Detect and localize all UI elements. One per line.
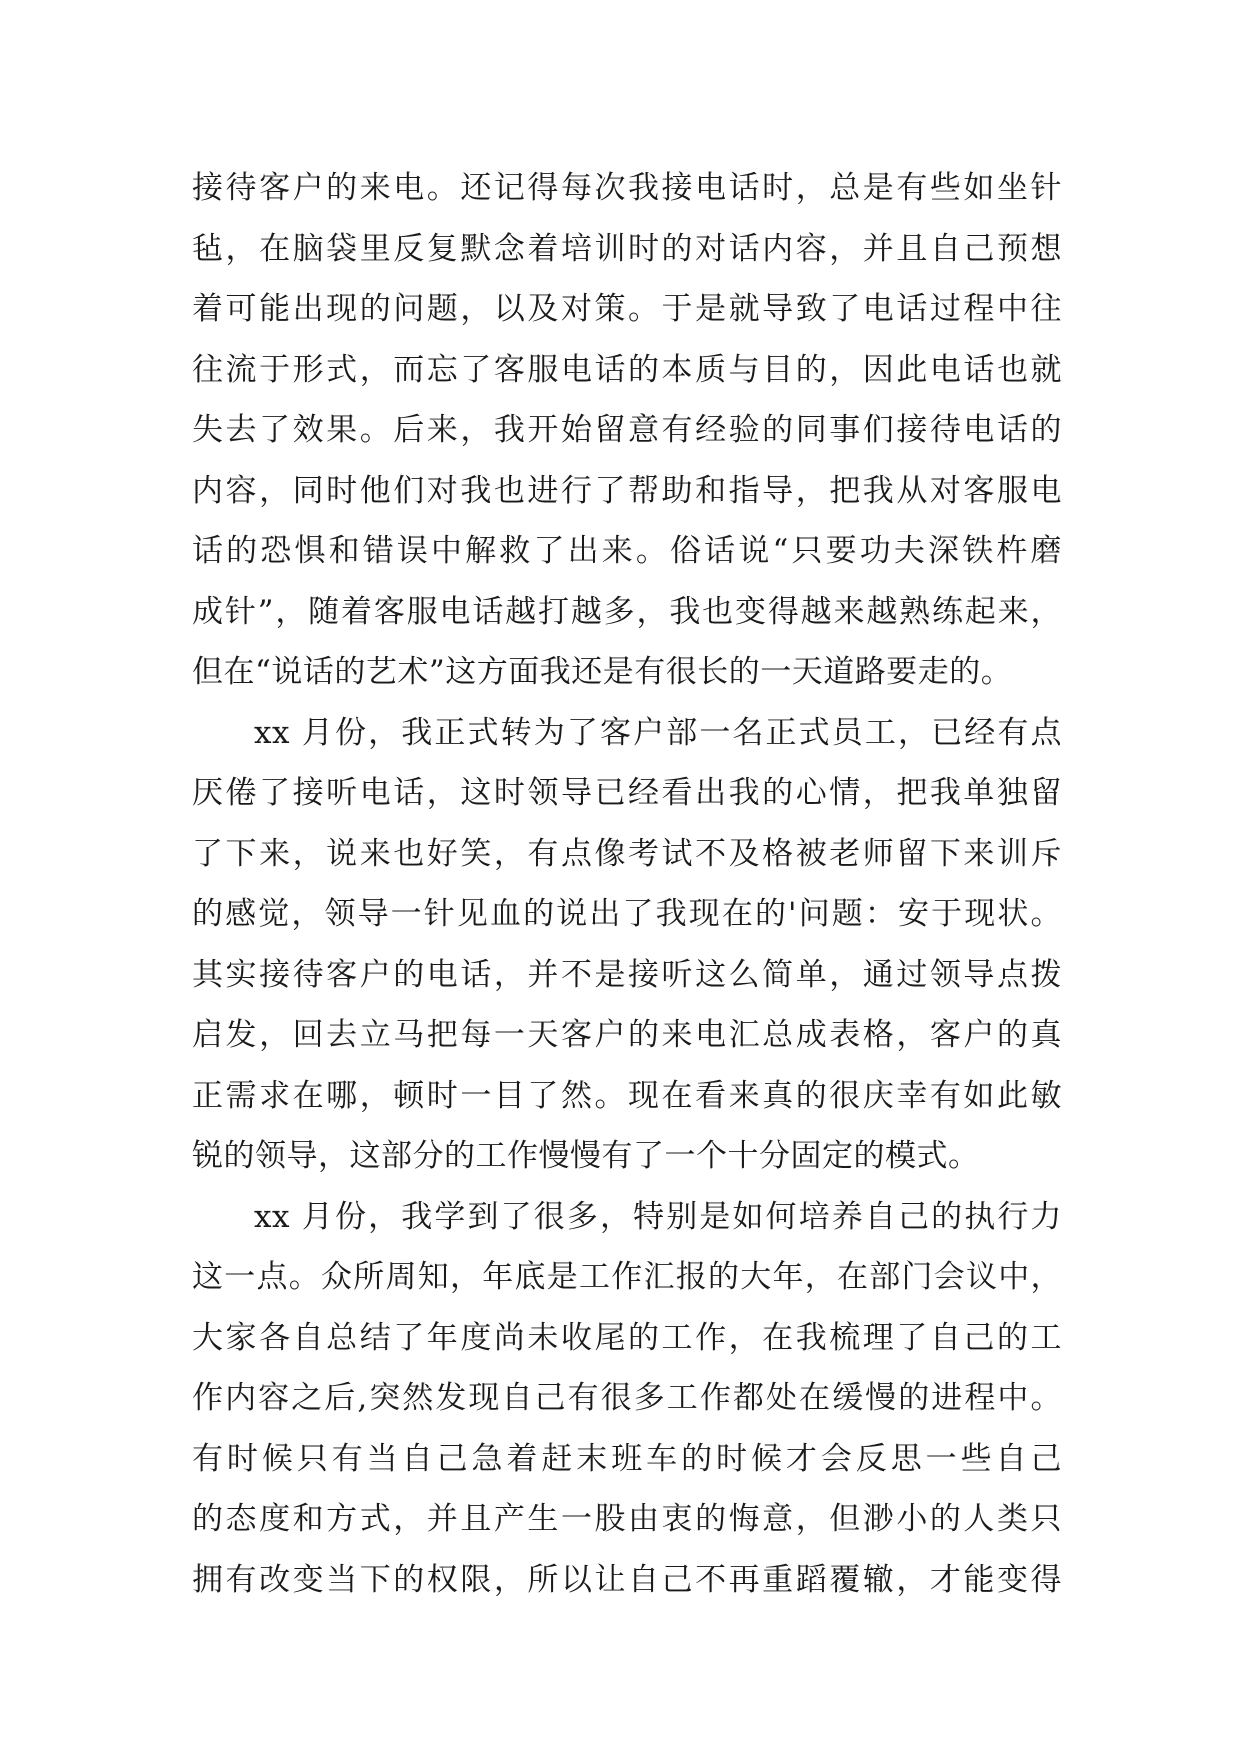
paragraph-line: 失去了效果。后来，我开始留意有经验的同事们接待电话的 bbox=[192, 412, 1062, 448]
paragraph-line: 启发，回去立马把每一天客户的来电汇总成表格，客户的真 bbox=[192, 1017, 1062, 1053]
paragraph-line: 正需求在哪，顿时一目了然。现在看来真的很庆幸有如此敏 bbox=[192, 1077, 1062, 1114]
paragraph-line: 成针”，随着客服电话越打越多，我也变得越来越熟练起来， bbox=[192, 593, 1062, 630]
paragraph-line: 其实接待客户的电话，并不是接听这么简单，通过领导点拨 bbox=[192, 956, 1062, 993]
paragraph-line: 大家各自总结了年度尚未收尾的工作，在我梳理了自己的工 bbox=[192, 1319, 1062, 1356]
paragraph-line: 话的恐惧和错误中解救了出来。俗话说“只要功夫深铁杵磨 bbox=[192, 533, 1062, 569]
document-body bbox=[192, 158, 1062, 1610]
paragraph-line: 锐的领导，这部分的工作慢慢有了一个十分固定的模式。 bbox=[192, 1138, 980, 1174]
paragraph-line: 拥有改变当下的权限，所以让自己不再重蹈覆辙，才能变得 bbox=[192, 1561, 1062, 1598]
paragraph-line: 接待客户的来电。还记得每次我接电话时，总是有些如坐针 bbox=[192, 170, 1062, 206]
paragraph-line: xx 月份，我正式转为了客户部一名正式员工，已经有点 bbox=[254, 714, 1062, 751]
paragraph-line: 着可能出现的问题，以及对策。于是就导致了电话过程中往 bbox=[192, 291, 1062, 327]
paragraph-line: 毡，在脑袋里反复默念着培训时的对话内容，并且自己预想 bbox=[192, 230, 1062, 267]
paragraph-line: 内容，同时他们对我也进行了帮助和指导，把我从对客服电 bbox=[192, 472, 1062, 509]
paragraph-line: 厌倦了接听电话，这时领导已经看出我的心情，把我单独留 bbox=[192, 775, 1062, 811]
paragraph-line: 了下来，说来也好笑，有点像考试不及格被老师留下来训斥 bbox=[192, 835, 1062, 872]
paragraph-line: 有时候只有当自己急着赶末班车的时候才会反思一些自己 bbox=[192, 1440, 1062, 1477]
paragraph-line: 但在“说话的艺术”这方面我还是有很长的一天道路要走的。 bbox=[192, 654, 1013, 690]
paragraph-line: 这一点。众所周知，年底是工作汇报的大年，在部门会议中， bbox=[192, 1259, 1062, 1295]
paragraph-line: 往流于形式，而忘了客服电话的本质与目的，因此电话也就 bbox=[192, 351, 1062, 388]
paragraph-line: 的感觉，领导一针见血的说出了我现在的'问题：安于现状。 bbox=[192, 896, 1062, 932]
paragraph-line: 的态度和方式，并且产生一股由衷的悔意，但渺小的人类只 bbox=[192, 1501, 1062, 1537]
paragraph-line: 作内容之后,突然发现自己有很多工作都处在缓慢的进程中。 bbox=[192, 1380, 1062, 1416]
paragraph-line: xx 月份，我学到了很多，特别是如何培养自己的执行力 bbox=[254, 1198, 1062, 1235]
